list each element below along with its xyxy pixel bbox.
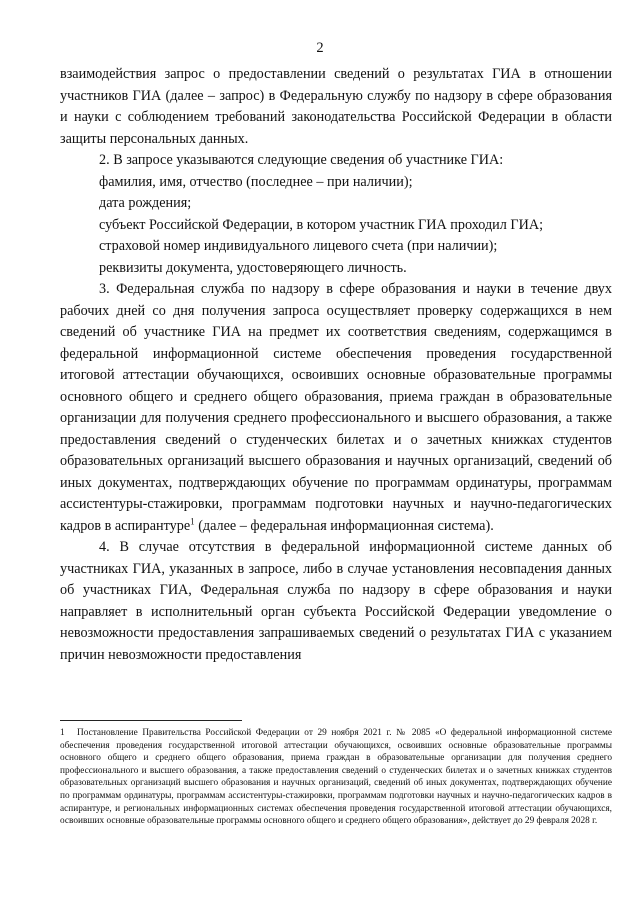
- list-item-id-document: реквизиты документа, удостоверяющего личность.: [99, 259, 407, 276]
- list-item-birthdate: дата рождения;: [99, 195, 192, 211]
- paragraph-continuation: взаимодействия запрос о предоставлении сведений о результатах ГИА в отношении участников ГИА (далее – запрос) в Федеральную службу по надзору в сфере образования и науки с соблюдением требований законодательства Российской Федерации в области защиты персональных данных.: [60, 66, 612, 147]
- paragraph-4: 4. В случае отсутствия в федеральной информационной системе данных об участниках ГИА, указанных в запросе, либо в случае установления несовпадения данных об участниках ГИА, Федеральная служба по надзору в сфере образования и науки направляет в исполнительный орган субъекта Российской Федерации уведомление о невозможности предоставления запрашиваемых сведений о результатах ГИА с указанием причин невозможности предоставления: [60, 539, 612, 663]
- list-item-name: фамилия, имя, отчество (последнее – при наличии);: [99, 173, 413, 190]
- list-item-region: субъект Российской Федерации, в котором участник ГИА проходил ГИА;: [99, 216, 544, 233]
- list-item-snils: страховой номер индивидуального лицевого счета (при наличии);: [99, 238, 498, 254]
- footnote-reference[interactable]: 1: [190, 515, 195, 526]
- paragraph-3-tail: (далее – федеральная информационная система).: [194, 517, 494, 534]
- footnote-text: Постановление Правительства Российской Федерации от 29 ноября 2021 г. № 2085 «О федеральной информационной системе обеспечения проведения государственной итоговой аттестации обучающихся, освоивших основные образовательные программы основного общего и среднего общего образования, приема граждан в образовательные организации для получения среднего профессионального и высшего образования, а также предоставления сведений о студенческих билетах и о зачетных книжках студентов образовательных организаций высшего образования и научных организаций, сведений об иных документах, подтверждающих обучение по программам ординатуры, программам ассистентуры-стажировки, программам подготовки научных и научно-педагогических кадров в аспирантуре, и региональных информационных системах обеспечения проведения государственной итоговой аттестации обучающихся, освоивших основные образовательные программы основного общего и среднего общего образования», действует до 29 февраля 2028 г.: [60, 728, 612, 827]
- paragraph-3-text: 3. Федеральная служба по надзору в сфере образования и науки в течение двух рабочих дней со дня получения запроса осуществляет проверку содержащихся в нем сведений об участнике ГИА на предмет их соответствия сведениям, содержащимся в федеральной информационной системе обеспечения проведения государственной итоговой аттестации обучающихся, освоивших основные образовательные программы основного общего и среднего общего образования, приема граждан в образовательные организации для получения среднего профессионального и высшего образования, а также предоставления сведений о студенческих билетах и о зачетных книжках студентов образовательных организаций высшего образования и научных организаций, сведений об иных документах, подтверждающих обучение по программам ординатуры, программам ассистентуры-стажировки, программам подготовки научных и научно-педагогических кадров в аспирантуре: [60, 281, 612, 534]
- footnote: [60, 727, 612, 828]
- paragraph-3: [60, 279, 612, 537]
- footnote-divider: [60, 720, 242, 721]
- footnote-mark: 1: [60, 728, 65, 738]
- page-number: 2: [316, 40, 324, 56]
- paragraph-2-intro: 2. В запросе указываются следующие сведения об участнике ГИА:: [99, 152, 504, 168]
- document-body: [60, 64, 612, 666]
